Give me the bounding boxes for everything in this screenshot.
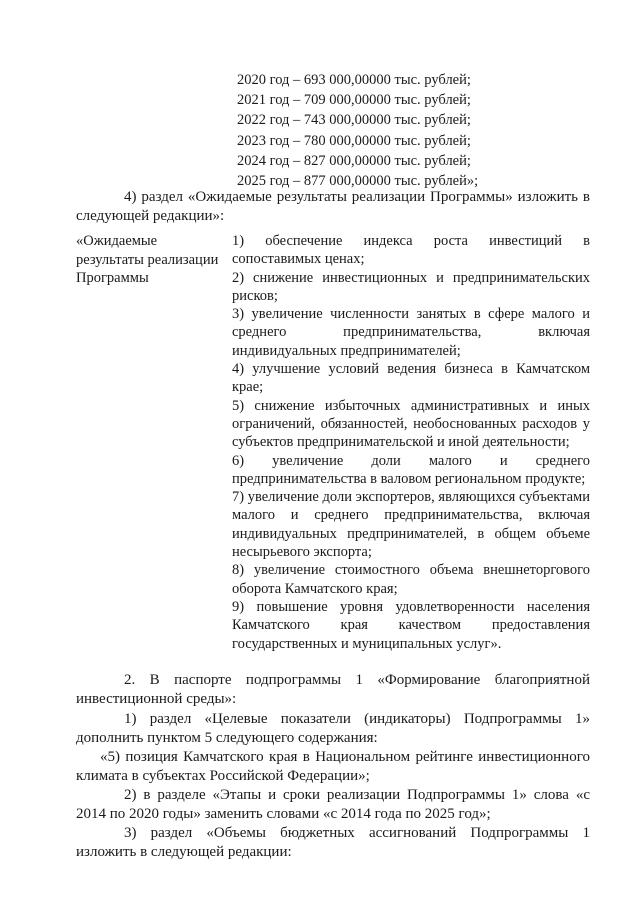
result-item-6: 6) увеличение доли малого и среднего предпринимательства в валовом региональном продукте;	[232, 452, 590, 487]
section-2-heading: 2. В паспорте подпрограммы 1 «Формирование благоприятной инвестиционной среды»:	[76, 672, 590, 707]
result-item-8: 8) увеличение стоимостного объема внешнеторгового оборота Камчатского края;	[232, 562, 590, 597]
year-line-2020: 2020 год – 693 000,00000 тыс. рублей;	[237, 72, 471, 88]
expected-results-list	[232, 232, 590, 653]
result-item-3: 3) увеличение численности занятых в сфере малого и среднего предпринимательства, включая индивидуальных предпринимателей;	[232, 306, 590, 359]
result-item-7: 7) увеличение доли экспортеров, являющихся субъектами малого и среднего предпринимательства, включая индивидуальных предпринимателей, в общем объеме несырьевого экспорта;	[232, 489, 590, 561]
result-item-5: 5) снижение избыточных административных и иных ограничений, обязанностей, необоснованных расходов у субъектов предпринимательской и иной деятельности;	[232, 397, 590, 451]
result-item-4: 4) улучшение условий ведения бизнеса в Камчатском крае;	[232, 361, 590, 396]
section-2-quote: «5) позиция Камчатского края в Национальном рейтинге инвестиционного климата в субъектах Российской Федерации»;	[76, 749, 590, 784]
section-2-item-3: 3) раздел «Объемы бюджетных ассигнований Подпрограммы 1 изложить в следующей редакции:	[76, 825, 590, 860]
year-line-2025: 2025 год – 877 000,00000 тыс. рублей»;	[237, 173, 479, 190]
result-item-2: 2) снижение инвестиционных и предпринимательских рисков;	[232, 269, 590, 304]
year-line-2022: 2022 год – 743 000,00000 тыс. рублей;	[237, 112, 471, 129]
year-line-2024: 2024 год – 827 000,00000 тыс. рублей;	[237, 152, 471, 169]
section-2-item-1: 1) раздел «Целевые показатели (индикаторы) Подпрограммы 1» дополнить пунктом 5 следующего содержания:	[76, 711, 590, 746]
section-2-item-2: 2) в разделе «Этапы и сроки реализации Подпрограммы 1» слова «с 2014 по 2020 годы» заменить словами «с 2014 года по 2025 год»;	[76, 787, 590, 822]
year-line-2021: 2021 год – 709 000,00000 тыс. рублей;	[237, 92, 471, 109]
result-item-9: 9) повышение уровня удовлетворенности населения Камчатского края качеством предоставления государственных и муниципальных услуг».	[232, 598, 590, 652]
item-4-paragraph: 4) раздел «Ожидаемые результаты реализации Программы» изложить в следующей редакции»:	[76, 189, 590, 224]
funding-years-list	[237, 70, 478, 191]
year-line-2023: 2023 год – 780 000,00000 тыс. рублей;	[237, 132, 471, 149]
result-item-1: 1) обеспечение индекса роста инвестиций в сопоставимых ценах;	[232, 233, 590, 268]
table-left-label: «Ожидаемые результаты реализации Программы	[76, 233, 219, 286]
